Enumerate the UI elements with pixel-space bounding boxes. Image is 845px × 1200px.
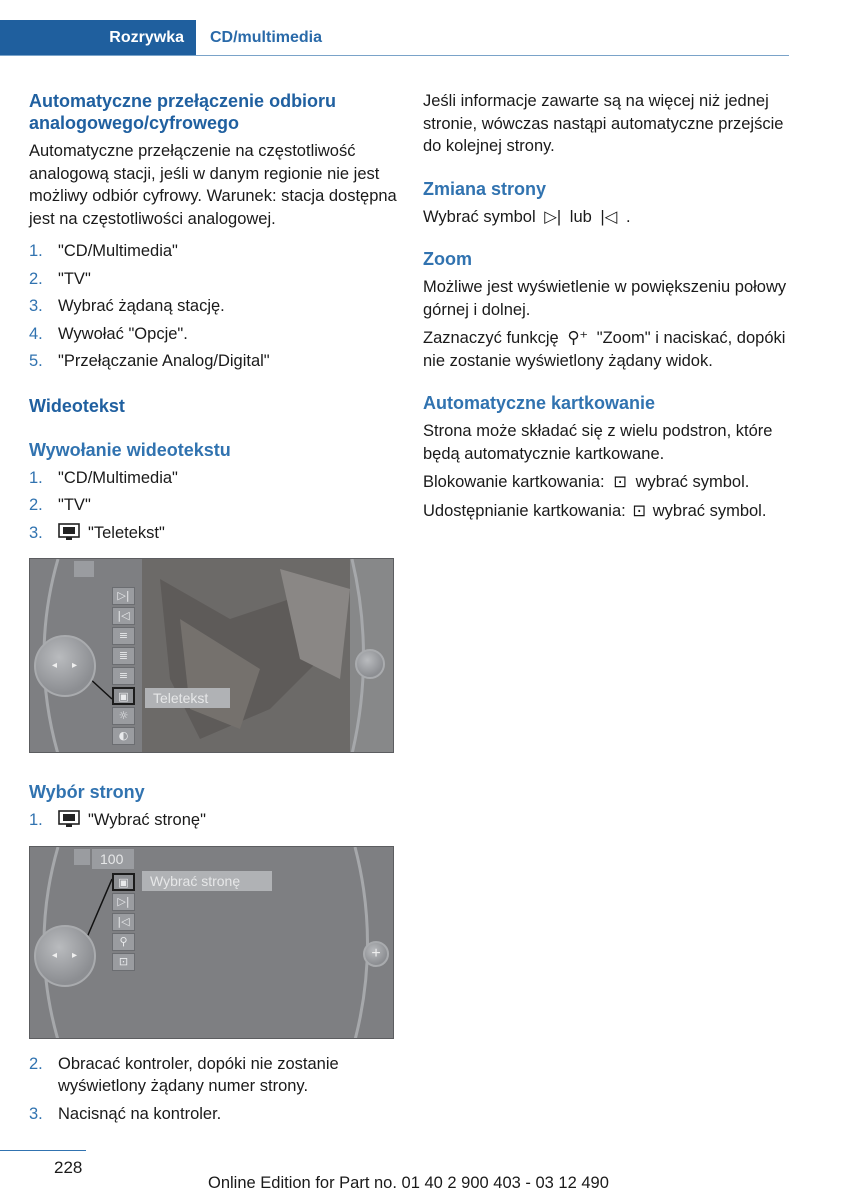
heading-videotext: Wideotekst <box>29 395 125 416</box>
list-item: 2. Obracać kontroler, dopóki nie zostanie wyświetlony żądany numer strony. <box>29 1054 339 1095</box>
zoom-icon: ⚲ <box>112 933 135 951</box>
screen-menu <box>112 873 137 973</box>
prev-page-icon: |◁ <box>112 913 135 931</box>
heading-call-videotext: Wywołanie wideotekstu <box>29 439 231 460</box>
list-icon: ≣ <box>112 647 135 665</box>
list-item: 1. "Wybrać stronę" <box>29 811 206 829</box>
videotext-steps <box>29 467 399 545</box>
controller-knob: ◂ ▸ <box>34 635 96 697</box>
left-column <box>29 90 399 1130</box>
chapter-tab: Rozrywka <box>0 20 196 56</box>
teletext-icon <box>58 523 80 541</box>
list-item: 4. Wywołać "Opcje". <box>29 324 188 343</box>
list-icon: ≡ <box>112 627 135 645</box>
auto-switch-text: Automatyczne przełączenie na częstotliwość analogową stacji, jeśli w danym regionie nie jest możliwy odbiór cyfrowy. Warunek: stacja dostępna jest na częstotliwości analogowej. <box>29 142 397 228</box>
next-page-icon: ▷| <box>112 893 135 911</box>
header-divider <box>0 55 789 56</box>
auto-page-icon: ⊡ <box>112 953 135 971</box>
zoom-text-1: Możliwe jest wyświetlenie w powiększeniu połowy górnej i dolnej. <box>423 278 787 319</box>
zoom-text-2: Zaznaczyć funkcję ⚲⁺ "Zoom" i naciskać, dopóki nie zostanie wyświetlony żądany widok. <box>423 329 786 370</box>
next-page-icon: ▷| <box>544 207 562 226</box>
brightness-icon: ☼ <box>112 707 135 725</box>
contrast-icon: ◐ <box>112 727 135 745</box>
list-item: 5. "Przełączanie Analog/Digital" <box>29 352 270 370</box>
zoom-icon: ⚲⁺ <box>567 329 589 347</box>
page-number: 100 <box>92 849 134 869</box>
teletext-label: Teletekst <box>145 688 230 708</box>
prev-page-icon: |◁ <box>112 607 135 625</box>
edition-text: Online Edition for Part no. 01 40 2 900 403 - 03 12 490 <box>208 1174 609 1192</box>
page-change-text: Wybrać symbol ▷| lub |◁ . <box>423 207 631 226</box>
auto-switch-steps <box>29 240 399 373</box>
list-item: 3. "Teletekst" <box>29 523 165 542</box>
footer-divider <box>0 1150 86 1151</box>
page-select-steps <box>29 1053 394 1126</box>
list-item: 2. "TV" <box>29 269 91 288</box>
heading-zoom: Zoom <box>423 249 472 269</box>
next-page-icon: ▷| <box>112 587 135 605</box>
teletext-icon: ▣ <box>112 687 135 705</box>
screen-menu <box>112 587 137 747</box>
page-select-screen <box>29 846 394 1039</box>
prev-page-icon: |◁ <box>600 207 618 226</box>
unlock-paging-text: Udostępnianie kartkowania: ⊡ wybrać symbol. <box>423 501 767 520</box>
list-item: 3. Wybrać żądaną stację. <box>29 297 225 315</box>
heading-auto-paging: Automatyczne kartkowanie <box>423 393 656 413</box>
teletext-icon: ▣ <box>112 873 135 891</box>
lock-paging-text: Blokowanie kartkowania: ⊡ wybrać symbol. <box>423 473 750 491</box>
list-item: 3. Nacisnąć na kontroler. <box>29 1104 222 1123</box>
add-icon: + <box>363 941 389 967</box>
paging-lock-icon: ⊡ <box>613 473 628 491</box>
list-item: 2. "TV" <box>29 496 91 514</box>
page-number-footer: 228 <box>54 1158 83 1177</box>
teletext-icon <box>58 810 80 828</box>
list-icon: ≡ <box>112 667 135 685</box>
right-column <box>423 90 793 528</box>
controller-knob: ◂ ▸ <box>34 925 96 987</box>
heading-page-change: Zmiana strony <box>423 178 547 199</box>
page-select-step1 <box>29 809 399 832</box>
list-item: 1. "CD/Multimedia" <box>29 242 178 260</box>
heading-auto-switch: Automatyczne przełączenie odbioru analogowego/cyfrowego <box>29 91 337 133</box>
section-title: CD/multimedia <box>210 29 323 46</box>
auto-paging-text: Strona może składać się z wielu podstron, które będą automatycznie kartkowane. <box>423 422 773 463</box>
list-item: 1. "CD/Multimedia" <box>29 468 178 487</box>
select-page-label: Wybrać stronę <box>142 871 272 891</box>
teletext-screen <box>29 558 394 753</box>
heading-page-select: Wybór strony <box>29 782 145 802</box>
paging-unlock-icon: ⊡ <box>632 501 647 520</box>
side-knob <box>355 649 385 679</box>
multipage-text: Jeśli informacje zawarte są na więcej niż jednej stronie, wówczas nastąpi automatyczne przejście do kolejnej strony. <box>423 92 784 155</box>
